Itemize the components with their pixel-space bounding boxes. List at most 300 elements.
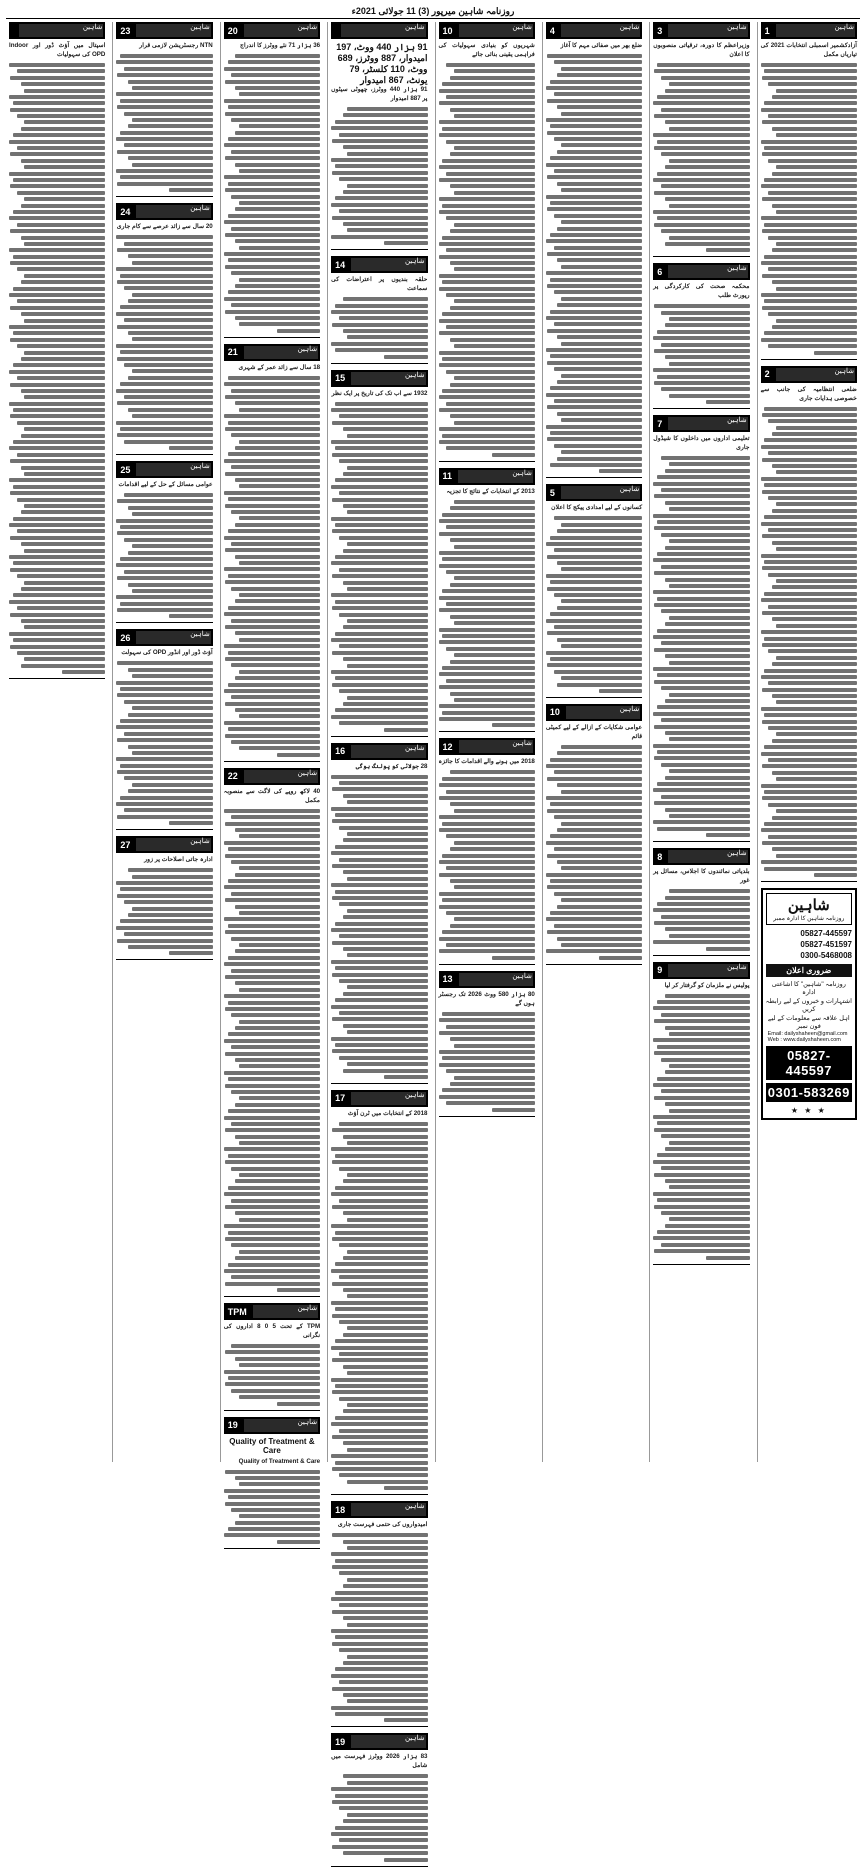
text-line: [231, 510, 320, 514]
text-line: [10, 229, 105, 233]
text-line: [764, 637, 857, 641]
article-number: 22: [224, 771, 242, 781]
text-line: [343, 947, 428, 951]
text-line: [343, 1256, 428, 1260]
text-line: [332, 1533, 427, 1537]
text-line: [231, 1013, 320, 1017]
ad-phone[interactable]: 05827-451597: [800, 940, 852, 950]
text-line: [231, 815, 320, 819]
text-line: [439, 133, 534, 137]
text-line: [776, 426, 857, 430]
text-line: [768, 605, 857, 609]
text-line: [21, 280, 106, 284]
text-line: [231, 1045, 320, 1049]
text-line: [446, 834, 535, 838]
text-line: [454, 421, 535, 425]
article-headline-bar: [439, 738, 535, 755]
text-line: [235, 207, 320, 211]
advertisement-box[interactable]: [761, 888, 857, 1120]
text-line: [335, 1591, 428, 1595]
text-line: [128, 408, 213, 412]
text-line: [231, 542, 320, 546]
text-line: [335, 1339, 428, 1343]
text-line: [343, 1365, 428, 1369]
text-line: [224, 1116, 320, 1120]
text-line: [550, 233, 643, 237]
text-line: [454, 146, 535, 150]
article-number: 23: [116, 26, 134, 36]
article-text-lines: [439, 1012, 535, 1112]
article: [116, 203, 212, 455]
text-line: [13, 331, 106, 335]
article-body: [116, 223, 212, 450]
article-number: 17: [331, 1093, 349, 1103]
ad-phone-list: [766, 928, 852, 961]
text-line: [231, 271, 320, 275]
article: [116, 22, 212, 197]
article-lead: ضلع بھر میں صفائی مہم کا آغاز: [560, 42, 643, 49]
text-line: [235, 555, 320, 559]
text-line: [331, 561, 427, 565]
article: [546, 484, 642, 698]
text-line: [657, 520, 750, 524]
text-line: [9, 248, 105, 252]
text-line: [762, 413, 857, 417]
divider: [439, 964, 535, 965]
text-line: [442, 357, 535, 361]
text-line: [546, 271, 642, 275]
text-line: [550, 612, 643, 616]
ad-phone-secondary[interactable]: 0301-583269: [766, 1083, 852, 1102]
text-line: [332, 1610, 427, 1614]
text-line: [128, 551, 213, 555]
text-line: [343, 1693, 428, 1697]
text-line: [239, 1173, 320, 1177]
divider: [116, 829, 212, 830]
text-line: [343, 915, 428, 919]
text-line: [21, 389, 106, 393]
article: [439, 738, 535, 964]
text-line: [669, 1217, 750, 1221]
text-line: [239, 1250, 320, 1254]
text-line: [554, 246, 643, 250]
text-line: [13, 485, 106, 489]
text-line: [21, 619, 106, 623]
text-line: [347, 1480, 428, 1484]
text-line: [347, 152, 428, 156]
text-line: [116, 681, 212, 685]
text-line: [442, 1088, 535, 1092]
text-line: [332, 453, 427, 457]
column: [542, 22, 645, 1462]
article-headline-bar: [653, 962, 749, 979]
text-line: [661, 184, 750, 188]
text-line: [24, 274, 105, 278]
text-line: [776, 165, 857, 169]
article-body: [224, 788, 320, 1292]
ad-website[interactable]: Web : www.dailyshaheen.com: [767, 1037, 841, 1044]
text-line: [561, 342, 642, 346]
text-line: [657, 375, 750, 379]
text-line: [547, 207, 642, 211]
text-line: [124, 900, 213, 904]
text-line: [343, 472, 428, 476]
text-line: [762, 534, 857, 538]
article-number: 8: [653, 852, 666, 862]
masthead-tag: شاہین: [404, 371, 425, 379]
text-line: [17, 376, 106, 380]
text-line: [653, 482, 749, 486]
text-line: [335, 845, 428, 849]
text-line: [442, 434, 535, 438]
text-line: [547, 555, 642, 559]
text-line: [120, 919, 213, 923]
text-line: [550, 463, 643, 467]
text-line: [454, 191, 535, 195]
text-line: [239, 1395, 320, 1399]
article: [761, 366, 857, 882]
text-line: [21, 357, 106, 361]
text-line: [332, 421, 427, 425]
text-line: [439, 255, 534, 259]
text-line: [231, 1508, 320, 1512]
text-line: [764, 407, 857, 411]
text-line: [231, 1389, 320, 1393]
text-line: [128, 506, 213, 510]
text-line: [653, 820, 749, 824]
text-line: [224, 252, 320, 256]
text-line: [239, 322, 320, 326]
article-number: 19: [224, 1420, 242, 1430]
text-line: [454, 299, 535, 303]
text-line: [761, 522, 857, 526]
text-line: [225, 1282, 320, 1286]
text-line: [225, 975, 320, 979]
text-line: [661, 609, 750, 613]
article-text-lines: [331, 402, 427, 732]
text-line: [13, 101, 106, 105]
divider: [653, 256, 749, 257]
divider: [761, 881, 857, 882]
divider: [224, 1548, 320, 1549]
text-line: [657, 1077, 750, 1081]
masthead-tag: شاہین: [834, 24, 854, 31]
text-line: [669, 204, 750, 208]
text-line: [21, 664, 106, 668]
article-body: [116, 481, 212, 618]
text-line: [277, 753, 320, 757]
text-line: [9, 63, 105, 67]
text-line: [446, 140, 535, 144]
text-line: [546, 873, 642, 877]
text-line: [9, 325, 105, 329]
text-line: [547, 54, 642, 58]
text-line: [772, 662, 857, 666]
text-line: [439, 783, 535, 787]
text-line: [9, 632, 105, 636]
text-line: [450, 847, 535, 851]
text-line: [776, 89, 857, 93]
text-line: [550, 834, 643, 838]
text-line: [277, 1288, 320, 1292]
text-line: [331, 1346, 427, 1350]
masthead-tag: شاہین: [297, 24, 318, 31]
text-line: [661, 108, 750, 112]
text-line: [561, 143, 642, 147]
text-line: [450, 1037, 535, 1041]
text-line: [661, 229, 750, 233]
text-line: [17, 69, 106, 73]
text-line: [332, 651, 427, 655]
text-line: [764, 790, 857, 794]
text-line: [814, 351, 857, 355]
text-line: [132, 293, 213, 297]
text-line: [450, 924, 535, 928]
text-line: [764, 867, 857, 871]
text-line: [339, 1167, 428, 1171]
article-number: 6: [653, 267, 666, 277]
text-line: [9, 216, 105, 220]
text-line: [669, 737, 750, 741]
text-line: [239, 1514, 320, 1518]
masthead-title: روزنامہ شاہین میرپور (3) 11 جولائی 2021ء: [351, 5, 515, 16]
text-line: [13, 517, 106, 521]
masthead-tag: شاہین: [297, 769, 318, 777]
divider: [224, 1410, 320, 1411]
text-line: [550, 536, 643, 540]
text-line: [657, 1230, 750, 1234]
divider: [439, 461, 535, 462]
text-line: [439, 949, 534, 953]
text-line: [661, 311, 750, 315]
article-headline-bar: [331, 256, 427, 273]
text-line: [9, 172, 105, 176]
article-number: 26: [116, 633, 134, 643]
ad-phone[interactable]: 05827-445597: [800, 929, 852, 939]
text-line: [347, 434, 428, 438]
text-line: [761, 598, 857, 602]
text-line: [339, 934, 428, 938]
text-line: [239, 408, 320, 412]
text-line: [762, 306, 857, 310]
text-line: [335, 1186, 428, 1190]
text-line: [654, 571, 749, 575]
text-line: [439, 165, 535, 169]
text-line: [454, 809, 535, 813]
text-line: [24, 657, 105, 661]
text-line: [224, 1533, 320, 1537]
text-line: [772, 816, 857, 820]
text-line: [761, 184, 857, 188]
text-line: [557, 905, 642, 909]
text-line: [561, 112, 642, 116]
text-line: [439, 937, 535, 941]
text-line: [347, 228, 428, 232]
text-line: [235, 1357, 320, 1361]
text-line: [128, 945, 213, 949]
text-line: [10, 645, 105, 649]
text-line: [332, 683, 427, 687]
text-line: [24, 120, 105, 124]
article-headline-bar: [116, 629, 212, 646]
text-line: [9, 95, 105, 99]
text-line: [224, 414, 320, 418]
divider: [653, 1264, 749, 1265]
text-line: [761, 216, 857, 220]
text-line: [231, 1275, 320, 1279]
text-line: [169, 188, 212, 192]
text-line: [343, 549, 428, 553]
masthead-tag: شاہین: [727, 265, 747, 273]
text-line: [442, 513, 535, 517]
text-line: [669, 1141, 750, 1145]
masthead-tag: شاہین: [404, 1503, 425, 1511]
text-line: [331, 1674, 427, 1678]
text-line: [235, 446, 320, 450]
text-line: [343, 1584, 428, 1588]
text-line: [228, 879, 321, 883]
text-line: [761, 63, 857, 67]
ad-text-line: اہل علاقہ سے معلومات کے لیے فون نمبر: [767, 1015, 850, 1031]
text-line: [343, 1441, 428, 1445]
text-line: [343, 1616, 428, 1620]
text-line: [657, 1121, 750, 1125]
text-line: [450, 261, 535, 265]
text-line: [546, 796, 642, 800]
text-line: [653, 558, 749, 562]
article-text-lines: [439, 63, 535, 457]
text-line: [599, 469, 642, 473]
divider: [116, 959, 212, 960]
divider: [331, 363, 427, 364]
text-line: [665, 578, 750, 582]
text-line: [653, 368, 749, 372]
text-line: [347, 909, 428, 913]
divider: [761, 359, 857, 360]
text-line: [446, 248, 535, 252]
text-line: [561, 644, 642, 648]
text-line: [492, 723, 535, 727]
article: [331, 1090, 427, 1495]
text-line: [9, 370, 105, 374]
text-line: [228, 182, 321, 186]
text-line: [557, 258, 642, 262]
text-line: [776, 210, 857, 214]
text-line: [21, 312, 106, 316]
text-line: [235, 1521, 320, 1525]
text-line: [10, 306, 105, 310]
article-lead: 80 ہزار 580 ووٹ 2026 تک رجسٹر ہوں گے: [438, 990, 535, 1007]
text-line: [231, 1199, 320, 1203]
text-line: [439, 873, 534, 877]
text-line: [117, 401, 212, 405]
text-line: [450, 306, 535, 310]
ad-phone[interactable]: 0300-5468008: [800, 951, 852, 961]
text-line: [225, 1205, 320, 1209]
text-line: [669, 1032, 750, 1036]
text-line: [235, 1103, 320, 1107]
text-line: [225, 1052, 320, 1056]
text-line: [768, 803, 857, 807]
text-line: [764, 69, 857, 73]
text-line: [24, 242, 105, 246]
text-line: [339, 1571, 428, 1575]
ad-phone-primary[interactable]: 05827-445597: [766, 1046, 852, 1080]
text-line: [343, 794, 428, 798]
masthead-tag: شاہین: [190, 838, 210, 846]
text-line: [761, 293, 857, 297]
text-line: [339, 1429, 428, 1433]
text-line: [224, 1192, 320, 1196]
text-line: [331, 310, 427, 314]
text-line: [450, 76, 535, 80]
text-line: [117, 693, 212, 697]
masthead-tag: شاہین: [512, 740, 532, 748]
text-line: [224, 1370, 320, 1374]
text-line: [547, 361, 642, 365]
text-line: [547, 329, 642, 333]
text-line: [561, 822, 642, 826]
article-headline-bar: [653, 22, 749, 39]
text-line: [24, 504, 105, 508]
text-line: [335, 1667, 428, 1671]
text-line: [225, 822, 320, 826]
text-line: [9, 140, 105, 144]
text-line: [653, 1192, 749, 1196]
text-line: [117, 105, 212, 109]
text-line: [335, 1307, 428, 1311]
article-body: [653, 42, 749, 252]
text-line: [384, 241, 427, 245]
text-line: [331, 593, 427, 597]
text-line: [332, 1687, 427, 1691]
text-line: [124, 395, 213, 399]
text-line: [439, 274, 535, 278]
text-line: [120, 131, 213, 135]
text-line: [21, 434, 106, 438]
text-line: [117, 661, 212, 665]
text-line: [224, 1039, 320, 1043]
text-line: [442, 711, 535, 715]
text-line: [557, 783, 642, 787]
text-line: [120, 305, 213, 309]
text-line: [439, 440, 534, 444]
text-line: [762, 458, 857, 462]
text-line: [550, 124, 643, 128]
article-body: [546, 42, 642, 473]
article: [224, 1303, 320, 1410]
text-line: [132, 163, 213, 167]
divider: [331, 1494, 427, 1495]
article-lead: اسپتال میں آؤٹ ڈور اور Indoor OPD کی سہولیات: [9, 42, 106, 58]
text-line: [654, 69, 749, 73]
ad-email[interactable]: Email: dailyshaheen@gmail.com: [767, 1031, 848, 1038]
text-line: [665, 546, 750, 550]
text-line: [561, 297, 642, 301]
text-line: [117, 939, 212, 943]
masthead-tag: شاہین: [727, 24, 747, 31]
text-line: [335, 402, 428, 406]
text-line: [776, 777, 857, 781]
text-line: [450, 184, 535, 188]
text-line: [17, 191, 106, 195]
text-line: [24, 625, 105, 629]
text-line: [9, 478, 105, 482]
article-lead: حلقہ بندیوں پر اعتراضات کی سماعت: [331, 276, 428, 293]
text-line: [128, 299, 213, 303]
article-text-lines: [331, 107, 427, 245]
text-line: [439, 596, 535, 600]
